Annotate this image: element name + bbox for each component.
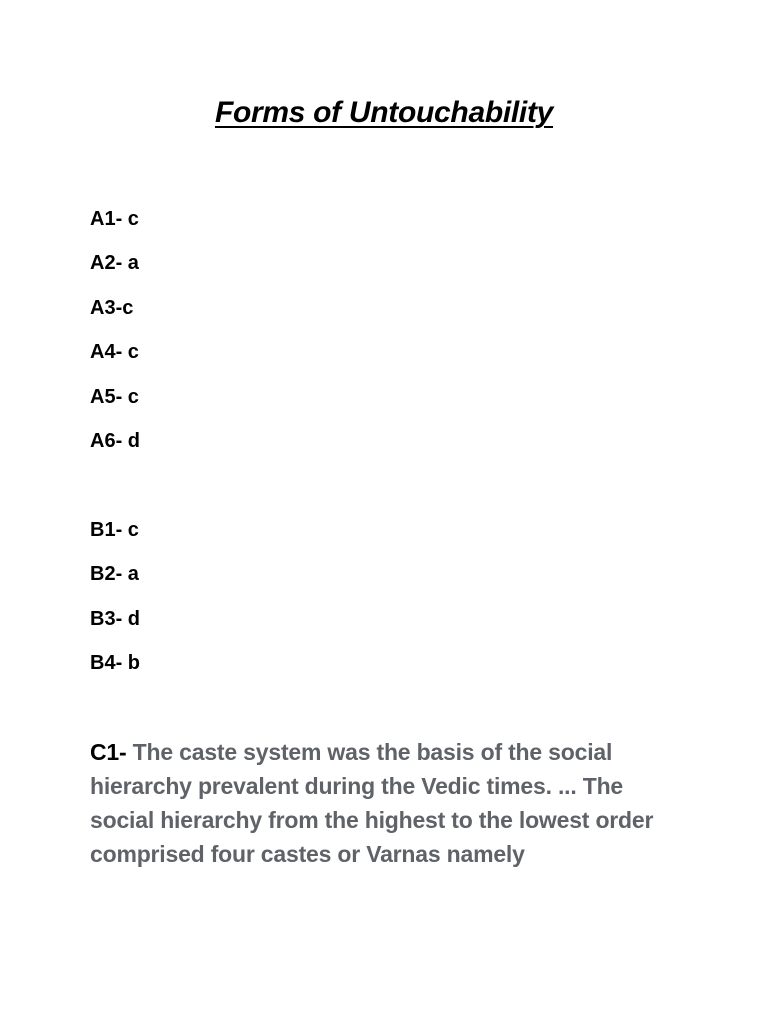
answer-line: B1- c	[90, 519, 139, 541]
answer-line: A4- c	[90, 341, 139, 364]
page-title: Forms of Untouchability	[214, 96, 554, 129]
answer-group-a	[90, 207, 140, 473]
answer-line: B4- b	[90, 652, 140, 675]
answer-line: A2- a	[90, 252, 139, 275]
answer-line: A5- c	[90, 385, 139, 408]
answer-line: B2- a	[90, 563, 139, 586]
answer-c1-text: The caste system was the basis of the social hierarchy prevalent during the Vedic times. ... The social hierarchy from the highest to the lowest order comprised four castes or Varnas namely	[90, 739, 654, 867]
answer-line: B3- d	[90, 607, 140, 630]
answer-c1-label: C1-	[90, 739, 127, 765]
answer-line: A1- c	[90, 208, 139, 230]
answer-group-b	[90, 518, 140, 696]
answer-line: A6- d	[90, 429, 140, 452]
answer-line: A3-c	[90, 296, 134, 319]
answer-c1-paragraph	[90, 735, 690, 871]
